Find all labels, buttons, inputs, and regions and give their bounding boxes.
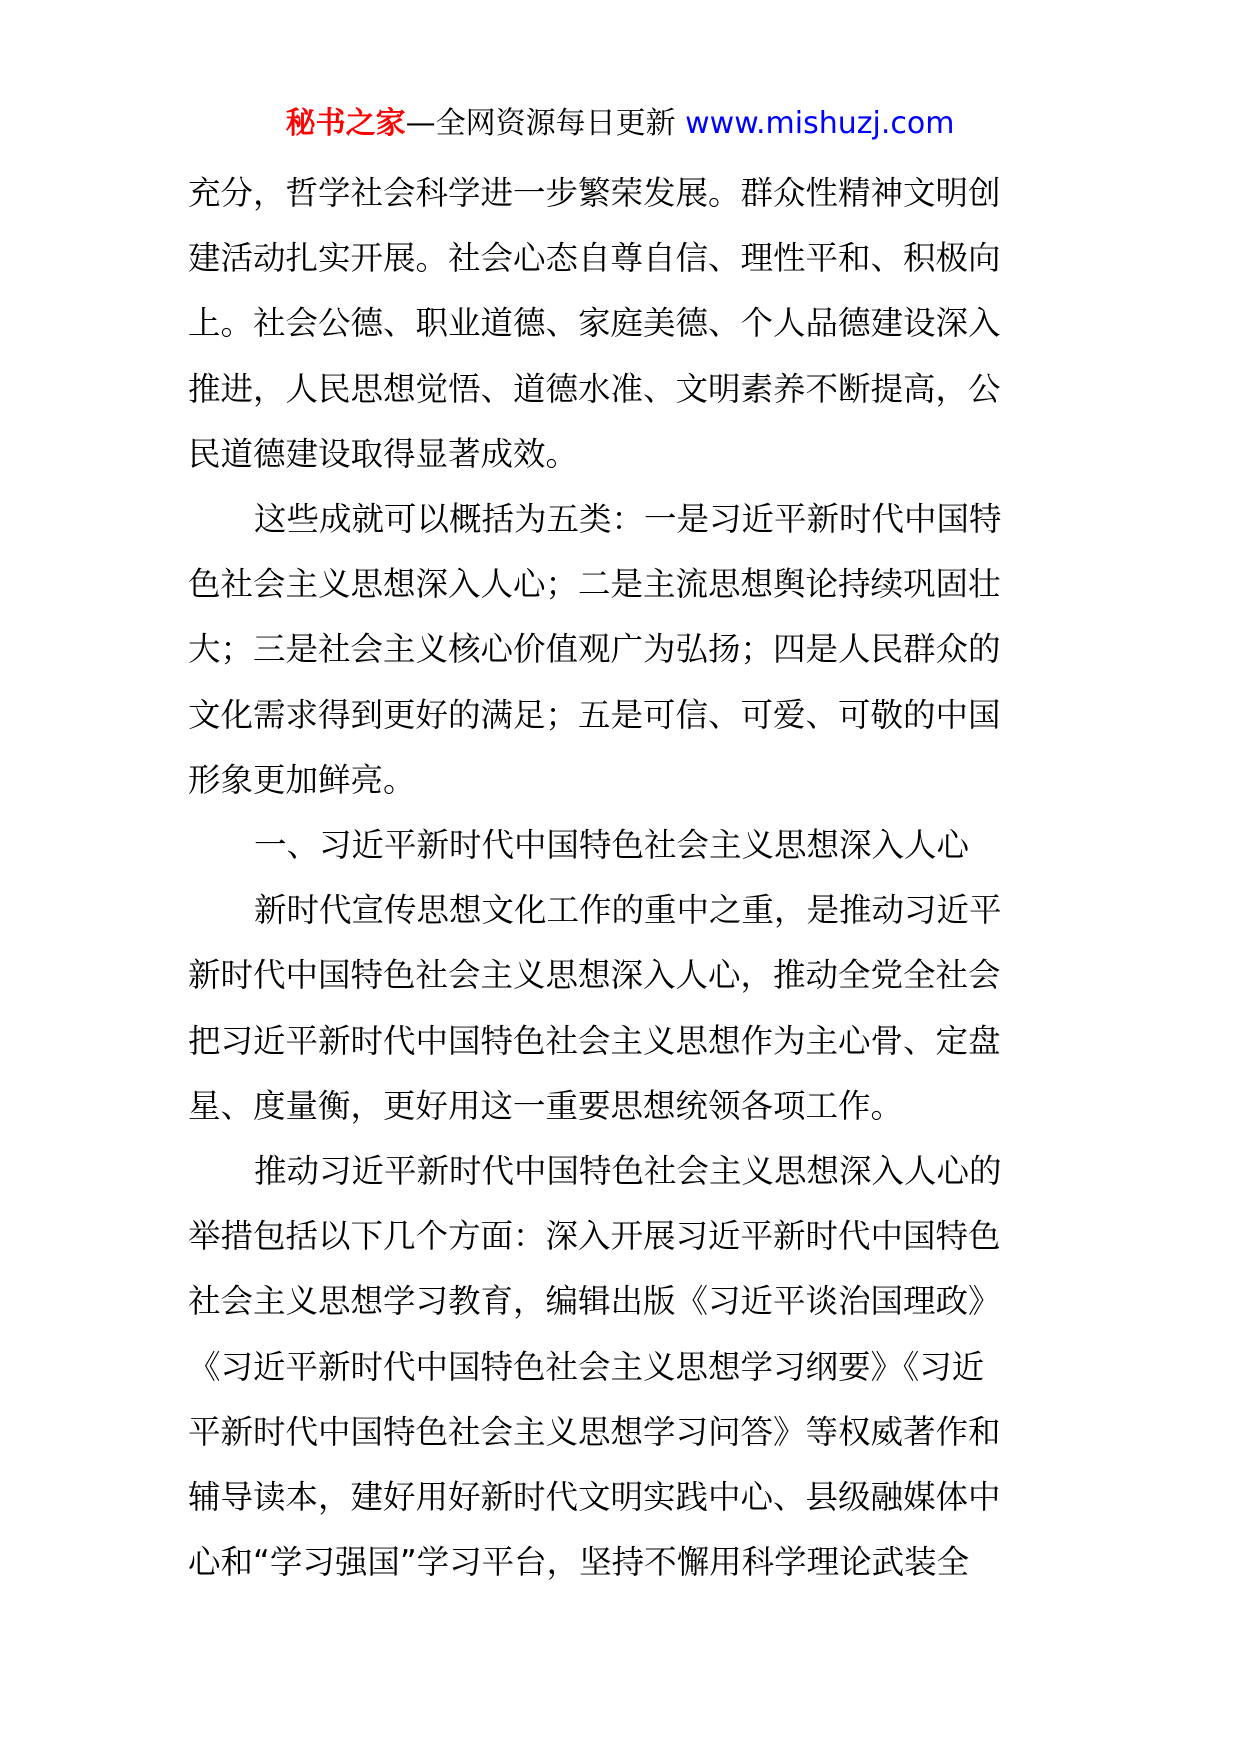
section-heading-text: 一、习近平新时代中国特色社会主义思想深入人心: [254, 826, 970, 865]
text-line: 社会主义思想学习教育，编辑出版《习近平谈治国理政》: [188, 1282, 1001, 1321]
text-line: 建活动扎实开展。社会心态自尊自信、理性平和、积极向: [188, 239, 1001, 278]
paragraph-measures: [188, 1139, 1058, 1595]
text-line: 把习近平新时代中国特色社会主义思想作为主心骨、定盘: [188, 1021, 1001, 1060]
text-line: 推动习近平新时代中国特色社会主义思想深入人心的: [254, 1152, 1002, 1191]
text-line: 举措包括以下几个方面：深入开展习近平新时代中国特色: [188, 1217, 1001, 1256]
site-url-link[interactable]: www.mishuzj.com: [685, 106, 955, 141]
site-brand: 秘书之家: [285, 106, 406, 141]
paragraph-key-task: [188, 878, 1058, 1139]
text-line: 新时代宣传思想文化工作的重中之重，是推动习近平: [254, 891, 1002, 930]
text-line: 色社会主义思想深入人心；二是主流思想舆论持续巩固壮: [188, 565, 1001, 604]
text-line: 辅导读本，建好用好新时代文明实践中心、县级融媒体中: [188, 1478, 1001, 1517]
text-line: 《习近平新时代中国特色社会主义思想学习纲要》《习近: [188, 1347, 985, 1386]
text-line: 新时代中国特色社会主义思想深入人心，推动全党全社会: [188, 956, 1001, 995]
page-header: [0, 100, 1240, 148]
text-line: 充分，哲学社会科学进一步繁荣发展。群众性精神文明创: [188, 174, 1001, 212]
text-line: 上。社会公德、职业道德、家庭美德、个人品德建设深入: [188, 304, 1001, 343]
text-line: 心和“学习强国”学习平台，坚持不懈用科学理论武装全: [188, 1543, 970, 1582]
paragraph-five-categories: [188, 487, 1058, 813]
paragraph-achievements-summary: [188, 161, 1058, 487]
text-line: 大；三是社会主义核心价值观广为弘扬；四是人民群众的: [188, 630, 1001, 669]
text-line: 平新时代中国特色社会主义思想学习问答》等权威著作和: [188, 1412, 1001, 1451]
text-line: 星、度量衡，更好用这一重要思想统领各项工作。: [188, 1086, 904, 1125]
document-body: [188, 161, 1058, 1595]
text-line: 文化需求得到更好的满足；五是可信、可爱、可敬的中国: [188, 695, 1001, 734]
section-heading: [188, 813, 1058, 878]
text-line: 民道德建设取得显著成效。: [188, 434, 579, 473]
text-line: 形象更加鲜亮。: [188, 760, 416, 799]
text-line: 这些成就可以概括为五类：一是习近平新时代中国特: [254, 500, 1002, 539]
text-line: 推进，人民思想觉悟、道德水准、文明素养不断提高，公: [188, 369, 1001, 408]
site-tagline: —全网资源每日更新: [405, 106, 676, 141]
